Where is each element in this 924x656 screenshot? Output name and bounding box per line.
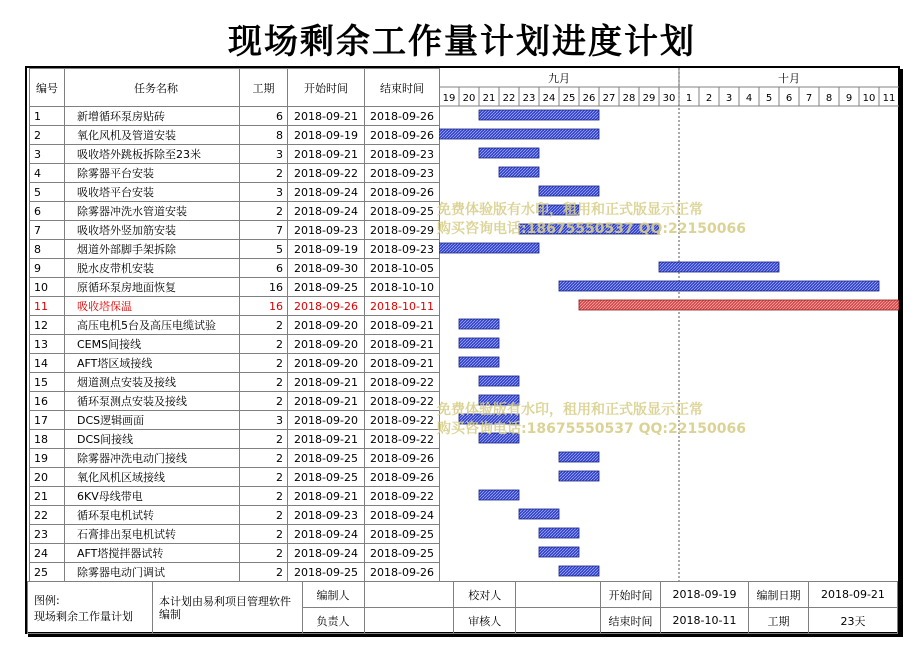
- reviewer-label: 审核人: [454, 608, 516, 634]
- gantt-day-label: 4: [745, 93, 753, 104]
- task-no: 1: [30, 107, 65, 126]
- task-duration: 3: [240, 145, 288, 164]
- task-end: 2018-09-22: [365, 487, 440, 506]
- task-end: 2018-09-21: [365, 354, 440, 373]
- task-end: 2018-10-11: [365, 297, 440, 316]
- table-row: [30, 373, 440, 392]
- task-no: 25: [30, 563, 65, 582]
- task-end: 2018-09-23: [365, 164, 440, 183]
- gantt-bar: [479, 490, 519, 500]
- task-no: 5: [30, 183, 65, 202]
- task-end: 2018-09-23: [365, 145, 440, 164]
- header-no: 编号: [30, 69, 65, 107]
- gantt-chart: [439, 68, 899, 581]
- gantt-bar: [539, 205, 579, 215]
- gantt-day-label: 30: [662, 93, 676, 104]
- table-row: [30, 335, 440, 354]
- task-name: 原循环泵房地面恢复: [65, 278, 240, 297]
- task-name: DCS间接线: [65, 430, 240, 449]
- task-no: 14: [30, 354, 65, 373]
- task-duration: 6: [240, 107, 288, 126]
- gantt-bar: [559, 281, 879, 291]
- task-duration: 2: [240, 430, 288, 449]
- task-end: 2018-09-25: [365, 544, 440, 563]
- gantt-bar: [479, 395, 519, 405]
- task-start: 2018-09-25: [288, 449, 365, 468]
- reviewer-value: [516, 608, 601, 634]
- gantt-day-label: 24: [542, 93, 556, 104]
- gantt-day-label: 8: [825, 93, 833, 104]
- task-start: 2018-09-20: [288, 335, 365, 354]
- task-start: 2018-09-24: [288, 202, 365, 221]
- task-end: 2018-09-26: [365, 126, 440, 145]
- footer-note: 本计划由易利项目管理软件编制: [152, 582, 302, 634]
- table-row: [30, 278, 440, 297]
- task-end: 2018-09-25: [365, 202, 440, 221]
- task-start: 2018-09-26: [288, 297, 365, 316]
- task-end: 2018-09-22: [365, 392, 440, 411]
- task-start: 2018-09-20: [288, 354, 365, 373]
- task-name: 除雾器冲洗电动门接线: [65, 449, 240, 468]
- task-no: 10: [30, 278, 65, 297]
- gantt-day-label: 19: [442, 93, 456, 104]
- gantt-day-label: 28: [622, 93, 636, 104]
- gantt-bar: [479, 376, 519, 386]
- task-start: 2018-09-25: [288, 563, 365, 582]
- task-duration: 16: [240, 278, 288, 297]
- duration-label: 工期: [748, 608, 808, 634]
- task-duration: 2: [240, 202, 288, 221]
- task-name: AFT塔搅拌器试转: [65, 544, 240, 563]
- task-no: 22: [30, 506, 65, 525]
- gantt-day-label: 3: [725, 93, 733, 104]
- task-end: 2018-10-10: [365, 278, 440, 297]
- table-row: [30, 392, 440, 411]
- task-duration: 2: [240, 449, 288, 468]
- task-name: 烟道测点安装及接线: [65, 373, 240, 392]
- legend-cell: [28, 582, 153, 634]
- task-end: 2018-09-22: [365, 411, 440, 430]
- table-row: [30, 354, 440, 373]
- table-row: [30, 468, 440, 487]
- gantt-day-label: 6: [785, 93, 793, 104]
- duration-value: 23天: [808, 608, 897, 634]
- task-end: 2018-09-22: [365, 430, 440, 449]
- task-duration: 5: [240, 240, 288, 259]
- task-end: 2018-09-25: [365, 525, 440, 544]
- header-duration: 工期: [240, 69, 288, 107]
- date-label: 编制日期: [748, 582, 808, 608]
- task-no: 2: [30, 126, 65, 145]
- task-start: 2018-09-20: [288, 316, 365, 335]
- gantt-bar: [439, 129, 599, 139]
- legend-name: 现场剩余工作量计划: [34, 609, 133, 623]
- task-no: 18: [30, 430, 65, 449]
- table-row: [30, 430, 440, 449]
- task-rows: [30, 107, 440, 582]
- gantt-bar: [559, 452, 599, 462]
- task-end: 2018-09-26: [365, 468, 440, 487]
- date-value: 2018-09-21: [808, 582, 897, 608]
- gantt-month-label: 九月: [548, 72, 570, 85]
- end-label: 结束时间: [601, 608, 661, 634]
- task-name: 除雾器冲洗水管道安装: [65, 202, 240, 221]
- table-row: [30, 563, 440, 582]
- header-name: 任务名称: [65, 69, 240, 107]
- task-no: 3: [30, 145, 65, 164]
- task-no: 11: [30, 297, 65, 316]
- task-no: 13: [30, 335, 65, 354]
- gantt-bar: [439, 243, 539, 253]
- table-row: [30, 202, 440, 221]
- table-header-row: [30, 69, 440, 107]
- task-start: 2018-09-23: [288, 221, 365, 240]
- task-end: 2018-09-26: [365, 183, 440, 202]
- table-row: [30, 506, 440, 525]
- task-table: [29, 68, 440, 582]
- task-end: 2018-09-23: [365, 240, 440, 259]
- gantt-bar: [539, 547, 579, 557]
- task-no: 21: [30, 487, 65, 506]
- task-start: 2018-09-21: [288, 430, 365, 449]
- task-end: 2018-09-26: [365, 449, 440, 468]
- watermark-1-line1: 免费体验版有水印，租用和正式版显示正常: [437, 202, 703, 218]
- task-start: 2018-09-20: [288, 411, 365, 430]
- gantt-bar: [659, 262, 779, 272]
- task-end: 2018-09-21: [365, 316, 440, 335]
- task-duration: 2: [240, 468, 288, 487]
- checked-label: 校对人: [454, 582, 516, 608]
- task-duration: 2: [240, 563, 288, 582]
- task-no: 17: [30, 411, 65, 430]
- responsible-label: 负责人: [302, 608, 364, 634]
- task-start: 2018-09-21: [288, 373, 365, 392]
- table-row: [30, 449, 440, 468]
- table-row: [30, 164, 440, 183]
- gantt-bar: [479, 433, 519, 443]
- gantt-bar: [539, 528, 579, 538]
- table-row: [30, 259, 440, 278]
- table-row: [30, 221, 440, 240]
- gantt-day-label: 21: [482, 93, 496, 104]
- task-no: 12: [30, 316, 65, 335]
- checked-value: [516, 582, 601, 608]
- table-row: [30, 107, 440, 126]
- gantt-day-label: 20: [462, 93, 476, 104]
- gantt-day-label: 26: [582, 93, 596, 104]
- task-name: 6KV母线带电: [65, 487, 240, 506]
- table-row: [30, 183, 440, 202]
- gantt-day-label: 29: [642, 93, 656, 104]
- task-start: 2018-09-19: [288, 126, 365, 145]
- gantt-sheet: [25, 66, 900, 634]
- task-name: 吸收塔外竖加筋安装: [65, 221, 240, 240]
- prepared-value: [364, 582, 454, 608]
- task-name: 吸收塔外跳板拆除至23米: [65, 145, 240, 164]
- gantt-bar: [519, 224, 659, 234]
- task-duration: 3: [240, 411, 288, 430]
- task-duration: 2: [240, 164, 288, 183]
- task-duration: 3: [240, 183, 288, 202]
- task-start: 2018-09-21: [288, 107, 365, 126]
- table-row: [30, 145, 440, 164]
- task-duration: 8: [240, 126, 288, 145]
- gantt-day-label: 22: [502, 93, 516, 104]
- task-start: 2018-09-21: [288, 487, 365, 506]
- task-duration: 2: [240, 316, 288, 335]
- task-name: 除雾器电动门调试: [65, 563, 240, 582]
- task-start: 2018-09-30: [288, 259, 365, 278]
- watermark-2-line1: 免费体验版有水印，租用和正式版显示正常: [437, 402, 703, 418]
- task-no: 20: [30, 468, 65, 487]
- task-start: 2018-09-25: [288, 278, 365, 297]
- task-name: 新增循环泵房贴砖: [65, 107, 240, 126]
- table-row: [30, 544, 440, 563]
- table-row: [30, 240, 440, 259]
- task-no: 7: [30, 221, 65, 240]
- task-duration: 2: [240, 487, 288, 506]
- table-row: [30, 487, 440, 506]
- task-start: 2018-09-21: [288, 392, 365, 411]
- task-name: CEMS间接线: [65, 335, 240, 354]
- task-name: DCS逻辑画面: [65, 411, 240, 430]
- prepared-label: 编制人: [302, 582, 364, 608]
- task-name: 高压电机5台及高压电缆试验: [65, 316, 240, 335]
- task-name: 循环泵测点安装及接线: [65, 392, 240, 411]
- task-start: 2018-09-19: [288, 240, 365, 259]
- page-title: 现场剩余工作量计划进度计划: [228, 22, 696, 62]
- task-duration: 2: [240, 525, 288, 544]
- task-no: 16: [30, 392, 65, 411]
- task-name: AFT塔区域接线: [65, 354, 240, 373]
- task-end: 2018-09-21: [365, 335, 440, 354]
- start-value: 2018-09-19: [661, 582, 749, 608]
- gantt-day-label: 9: [845, 93, 853, 104]
- gantt-bar: [459, 319, 499, 329]
- header-start: 开始时间: [288, 69, 365, 107]
- task-end: 2018-09-26: [365, 107, 440, 126]
- task-start: 2018-09-24: [288, 183, 365, 202]
- task-no: 19: [30, 449, 65, 468]
- task-duration: 7: [240, 221, 288, 240]
- task-duration: 2: [240, 506, 288, 525]
- footer-table: [27, 581, 898, 634]
- task-end: 2018-10-05: [365, 259, 440, 278]
- gantt-day-label: 5: [765, 93, 773, 104]
- watermark-1-line2: 购买咨询电话:18675550537 QQ:22150066: [437, 221, 746, 237]
- task-no: 4: [30, 164, 65, 183]
- gantt-day-label: 2: [705, 93, 713, 104]
- task-no: 6: [30, 202, 65, 221]
- task-start: 2018-09-25: [288, 468, 365, 487]
- task-start: 2018-09-24: [288, 525, 365, 544]
- task-no: 24: [30, 544, 65, 563]
- legend-label: 图例:: [34, 593, 60, 607]
- gantt-month-label: 十月: [778, 72, 800, 85]
- table-row: [30, 411, 440, 430]
- gantt-day-label: 10: [862, 93, 876, 104]
- task-duration: 2: [240, 373, 288, 392]
- table-row: [30, 297, 440, 316]
- task-end: 2018-09-22: [365, 373, 440, 392]
- task-start: 2018-09-21: [288, 145, 365, 164]
- task-duration: 2: [240, 354, 288, 373]
- task-name: 氧化风机及管道安装: [65, 126, 240, 145]
- table-row: [30, 126, 440, 145]
- gantt-bar: [539, 186, 599, 196]
- gantt-day-label: 1: [685, 93, 693, 104]
- task-name: 吸收塔保温: [65, 297, 240, 316]
- gantt-bar: [459, 338, 499, 348]
- task-no: 8: [30, 240, 65, 259]
- task-start: 2018-09-23: [288, 506, 365, 525]
- gantt-svg: [439, 68, 899, 581]
- task-end: 2018-09-29: [365, 221, 440, 240]
- task-start: 2018-09-24: [288, 544, 365, 563]
- gantt-day-label: 27: [602, 93, 616, 104]
- task-duration: 16: [240, 297, 288, 316]
- task-end: 2018-09-26: [365, 563, 440, 582]
- task-duration: 2: [240, 544, 288, 563]
- end-value: 2018-10-11: [661, 608, 749, 634]
- task-no: 15: [30, 373, 65, 392]
- task-duration: 2: [240, 392, 288, 411]
- task-duration: 6: [240, 259, 288, 278]
- task-name: 吸收塔平台安装: [65, 183, 240, 202]
- gantt-day-label: 25: [562, 93, 576, 104]
- gantt-bar: [559, 566, 599, 576]
- table-row: [30, 525, 440, 544]
- gantt-bar: [479, 148, 539, 158]
- task-name: 烟道外部脚手架拆除: [65, 240, 240, 259]
- task-name: 石膏排出泵电机试转: [65, 525, 240, 544]
- task-name: 脱水皮带机安装: [65, 259, 240, 278]
- task-no: 9: [30, 259, 65, 278]
- task-name: 氧化风机区域接线: [65, 468, 240, 487]
- task-name: 循环泵电机试转: [65, 506, 240, 525]
- start-label: 开始时间: [601, 582, 661, 608]
- gantt-bar: [479, 110, 599, 120]
- gantt-bar: [459, 357, 499, 367]
- header-end: 结束时间: [365, 69, 440, 107]
- watermark-2-line2: 购买咨询电话:18675550537 QQ:22150066: [437, 421, 746, 437]
- gantt-bar: [559, 471, 599, 481]
- gantt-bar: [459, 414, 519, 424]
- task-start: 2018-09-22: [288, 164, 365, 183]
- task-duration: 2: [240, 335, 288, 354]
- task-name: 除雾器平台安装: [65, 164, 240, 183]
- gantt-day-label: 7: [805, 93, 813, 104]
- gantt-bar: [579, 300, 899, 310]
- gantt-bar: [499, 167, 539, 177]
- task-no: 23: [30, 525, 65, 544]
- gantt-day-label: 11: [882, 93, 896, 104]
- responsible-value: [364, 608, 454, 634]
- gantt-day-label: 23: [522, 93, 536, 104]
- task-end: 2018-09-24: [365, 506, 440, 525]
- table-row: [30, 316, 440, 335]
- gantt-bar: [519, 509, 559, 519]
